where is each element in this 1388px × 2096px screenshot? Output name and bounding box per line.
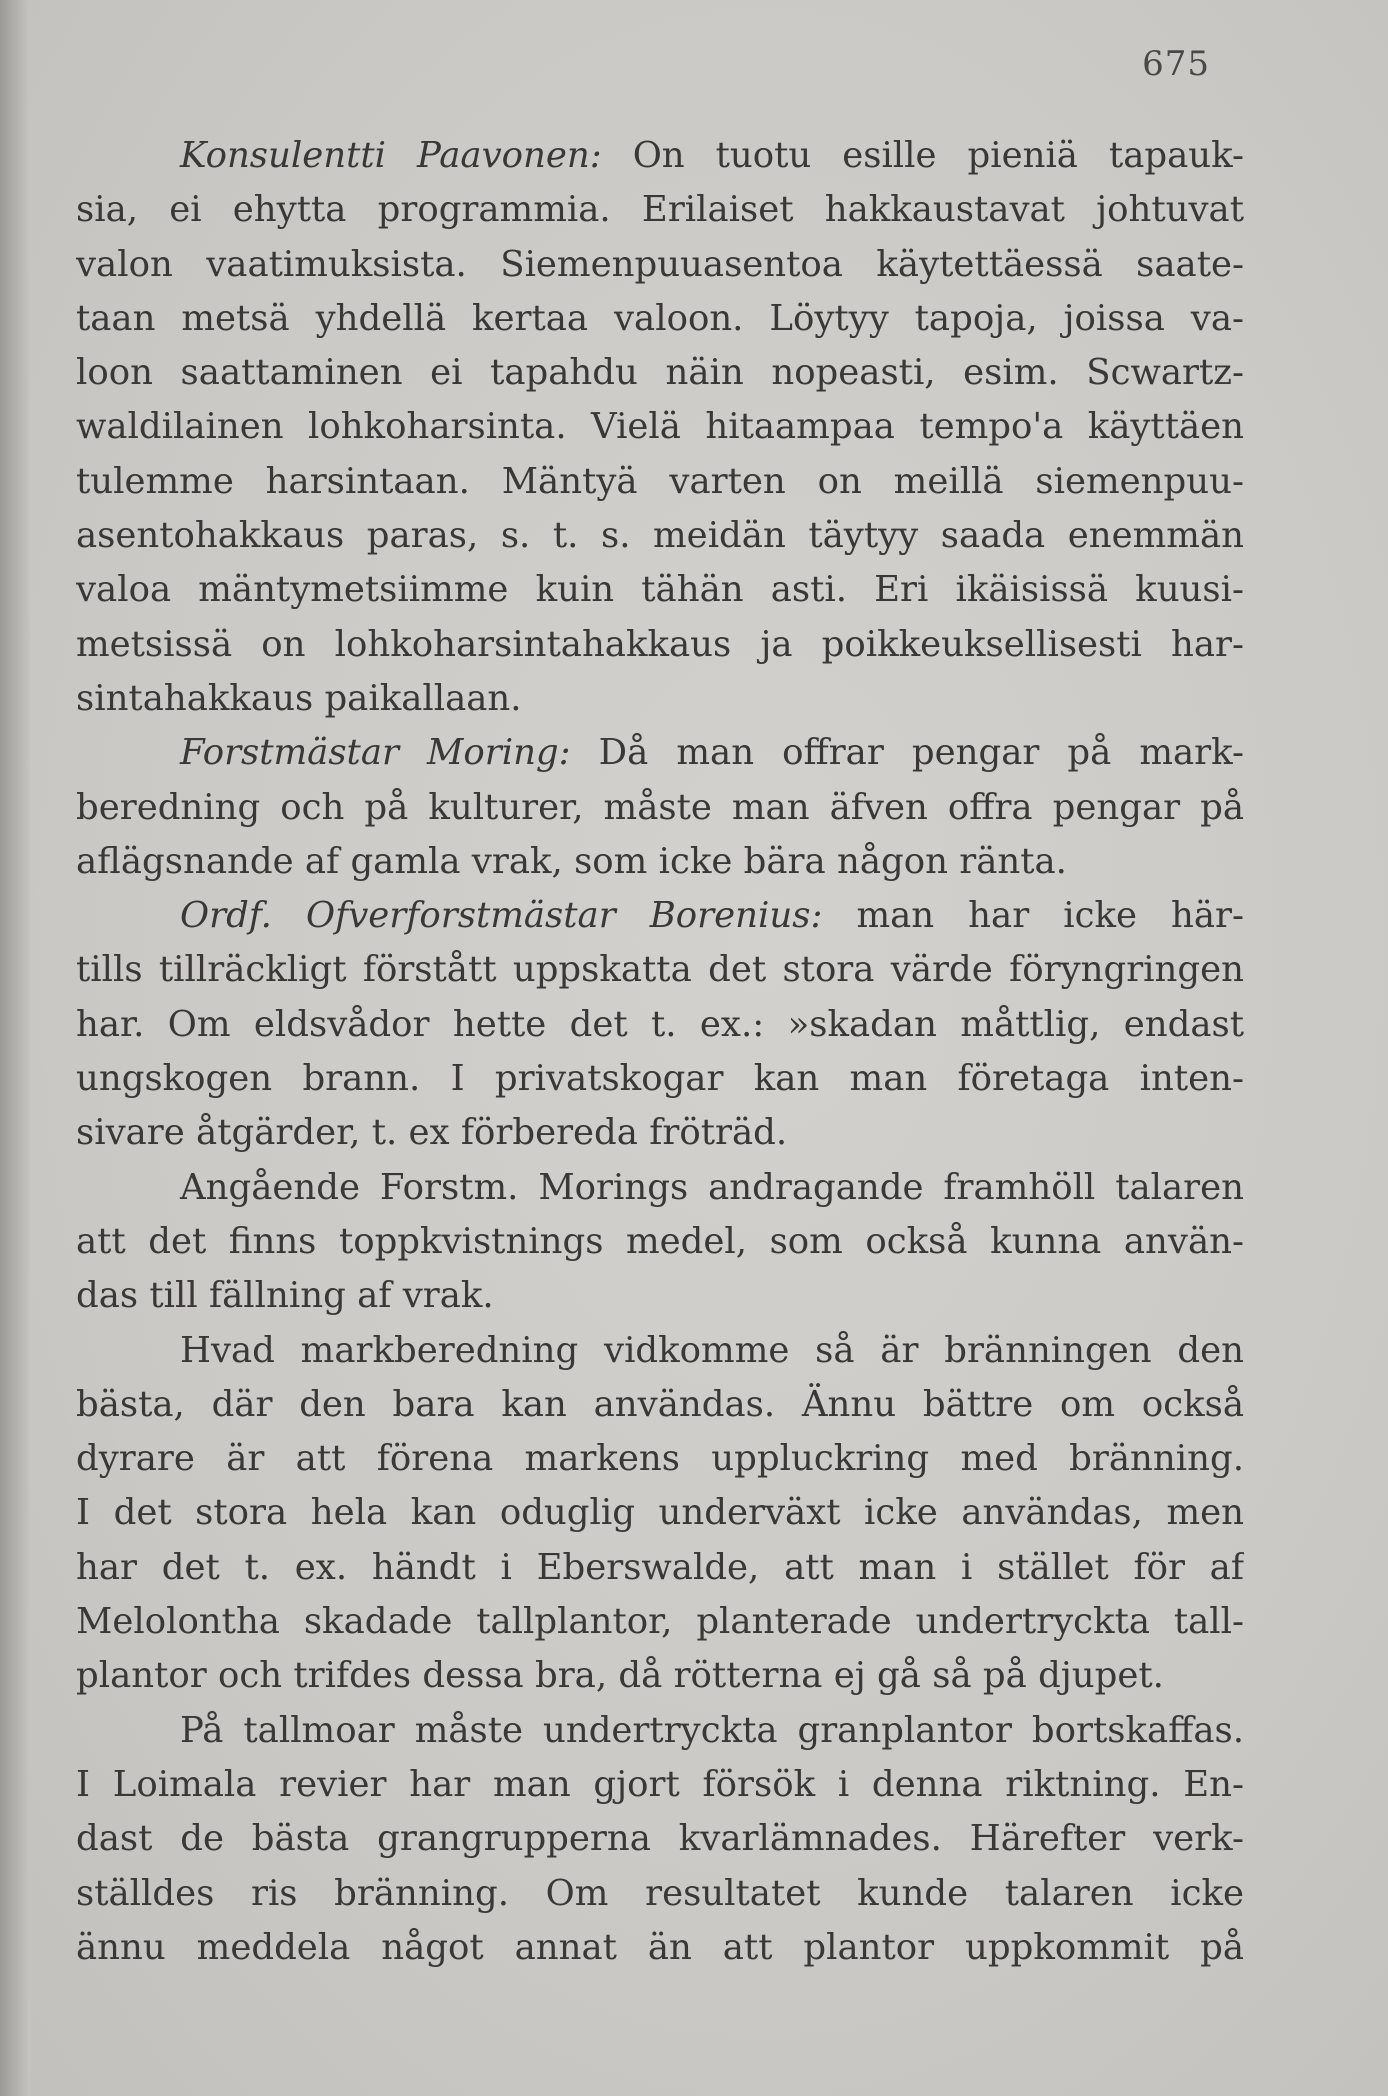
text-segment: bästa, där den bara kan användas. Ännu bättre om också	[76, 1383, 1244, 1425]
text-line	[76, 1215, 1244, 1269]
text-line	[76, 889, 1244, 943]
text-segment: ställdes ris bränning. Om resultatet kunde talaren icke	[76, 1872, 1244, 1914]
text-segment: ännu meddela något annat än att plantor uppkommit på	[76, 1926, 1244, 1968]
text-segment: Melolontha skadade tallplantor, planterade undertryckta tall-	[76, 1601, 1244, 1643]
text-segment: sia, ei ehytta programmia. Erilaiset hakkaustavat johtuvat	[76, 189, 1244, 231]
text-line	[76, 835, 1244, 889]
text-segment: plantor och trifdes dessa bra, då rötterna ej gå så på djupet.	[76, 1655, 1164, 1697]
text-line	[76, 1106, 1244, 1160]
text-segment: har det t. ex. händt i Eberswalde, att man i stället för af	[76, 1546, 1244, 1588]
text-line	[76, 129, 1244, 183]
text-line	[76, 781, 1244, 835]
text-line	[76, 1432, 1244, 1486]
text-segment: man har icke här-	[822, 895, 1244, 937]
text-line	[76, 1595, 1244, 1649]
text-segment: beredning och på kulturer, måste man äfven offra pengar på	[76, 786, 1244, 828]
text-line	[76, 563, 1244, 617]
text-segment: aflägsnande af gamla vrak, som icke bära någon ränta.	[76, 840, 1067, 882]
speaker-name: Forstmästar Moring:	[180, 732, 571, 774]
speaker-name: Konsulentti Paavonen:	[180, 135, 602, 176]
text-line	[76, 1758, 1244, 1812]
text-segment: Då man offrar pengar på mark-	[570, 732, 1244, 774]
text-line	[76, 672, 1244, 726]
text-segment: waldilainen lohkoharsinta. Vielä hitaampaa tempo'a käyttäen	[76, 406, 1244, 448]
body-text	[76, 129, 1244, 1975]
text-line	[76, 1541, 1244, 1595]
text-segment: valoa mäntymetsiimme kuin tähän asti. Eri ikäisissä kuusi-	[76, 569, 1244, 611]
text-line	[76, 1052, 1244, 1106]
text-line	[76, 998, 1244, 1052]
page-number: 675	[1142, 44, 1210, 84]
text-line	[76, 1486, 1244, 1540]
text-line	[76, 1161, 1244, 1215]
text-segment: ungskogen brann. I privatskogar kan man företaga inten-	[76, 1058, 1244, 1100]
text-line	[76, 618, 1244, 672]
text-segment: Hvad markberedning vidkomme så är bränningen den	[180, 1329, 1244, 1371]
text-segment: dast de bästa grangrupperna kvarlämnades. Härefter verk-	[76, 1818, 1244, 1860]
text-segment: On tuotu esille pieniä tapauk-	[601, 135, 1244, 176]
text-line	[76, 346, 1244, 400]
text-line	[76, 1921, 1244, 1975]
text-segment: taan metsä yhdellä kertaa valoon. Löytyy tapoja, joissa va-	[76, 297, 1244, 339]
text-line	[76, 455, 1244, 509]
text-line	[76, 1324, 1244, 1378]
text-line	[76, 1649, 1244, 1703]
text-segment: asentohakkaus paras, s. t. s. meidän täytyy saada enemmän	[76, 515, 1244, 557]
text-line	[76, 509, 1244, 563]
text-segment: loon saattaminen ei tapahdu näin nopeasti, esim. Scwartz-	[76, 352, 1244, 394]
text-line	[76, 400, 1244, 454]
text-line	[76, 238, 1244, 292]
text-segment: På tallmoar måste undertryckta granplantor bortskaffas.	[180, 1709, 1244, 1751]
speaker-name: Ordf. Ofverforstmästar Borenius:	[180, 895, 823, 937]
text-line	[76, 1704, 1244, 1758]
text-segment: har. Om eldsvådor hette det t. ex.: »skadan måttlig, endast	[76, 1003, 1244, 1045]
text-segment: valon vaatimuksista. Siemenpuuasentoa käytettäessä saate-	[76, 243, 1244, 285]
text-segment: Angående Forstm. Morings andragande framhöll talaren	[180, 1166, 1244, 1208]
book-gutter-shadow	[0, 0, 30, 2096]
text-line	[76, 183, 1244, 237]
text-segment: I Loimala revier har man gjort försök i denna riktning. En-	[76, 1763, 1244, 1805]
text-line	[76, 292, 1244, 346]
text-segment: dyrare är att förena markens uppluckring med bränning.	[76, 1438, 1244, 1480]
text-line	[76, 1867, 1244, 1921]
text-line	[76, 1269, 1244, 1323]
text-segment: sivare åtgärder, t. ex förbereda fröträd.	[76, 1112, 788, 1154]
text-segment: sintahakkaus paikallaan.	[76, 677, 522, 719]
text-segment: das till fällning af vrak.	[76, 1275, 494, 1317]
text-line	[76, 1812, 1244, 1866]
text-line	[76, 726, 1244, 780]
text-line	[76, 1378, 1244, 1432]
text-segment: metsissä on lohkoharsintahakkaus ja poikkeuksellisesti har-	[76, 623, 1244, 665]
text-segment: tills tillräckligt förstått uppskatta det stora värde föryngringen	[76, 949, 1244, 991]
text-line	[76, 943, 1244, 997]
text-segment: tulemme harsintaan. Mäntyä varten on meillä siemenpuu-	[76, 460, 1244, 502]
text-segment: att det finns toppkvistnings medel, som också kunna använ-	[76, 1220, 1244, 1262]
text-segment: I det stora hela kan oduglig underväxt icke användas, men	[76, 1492, 1244, 1534]
